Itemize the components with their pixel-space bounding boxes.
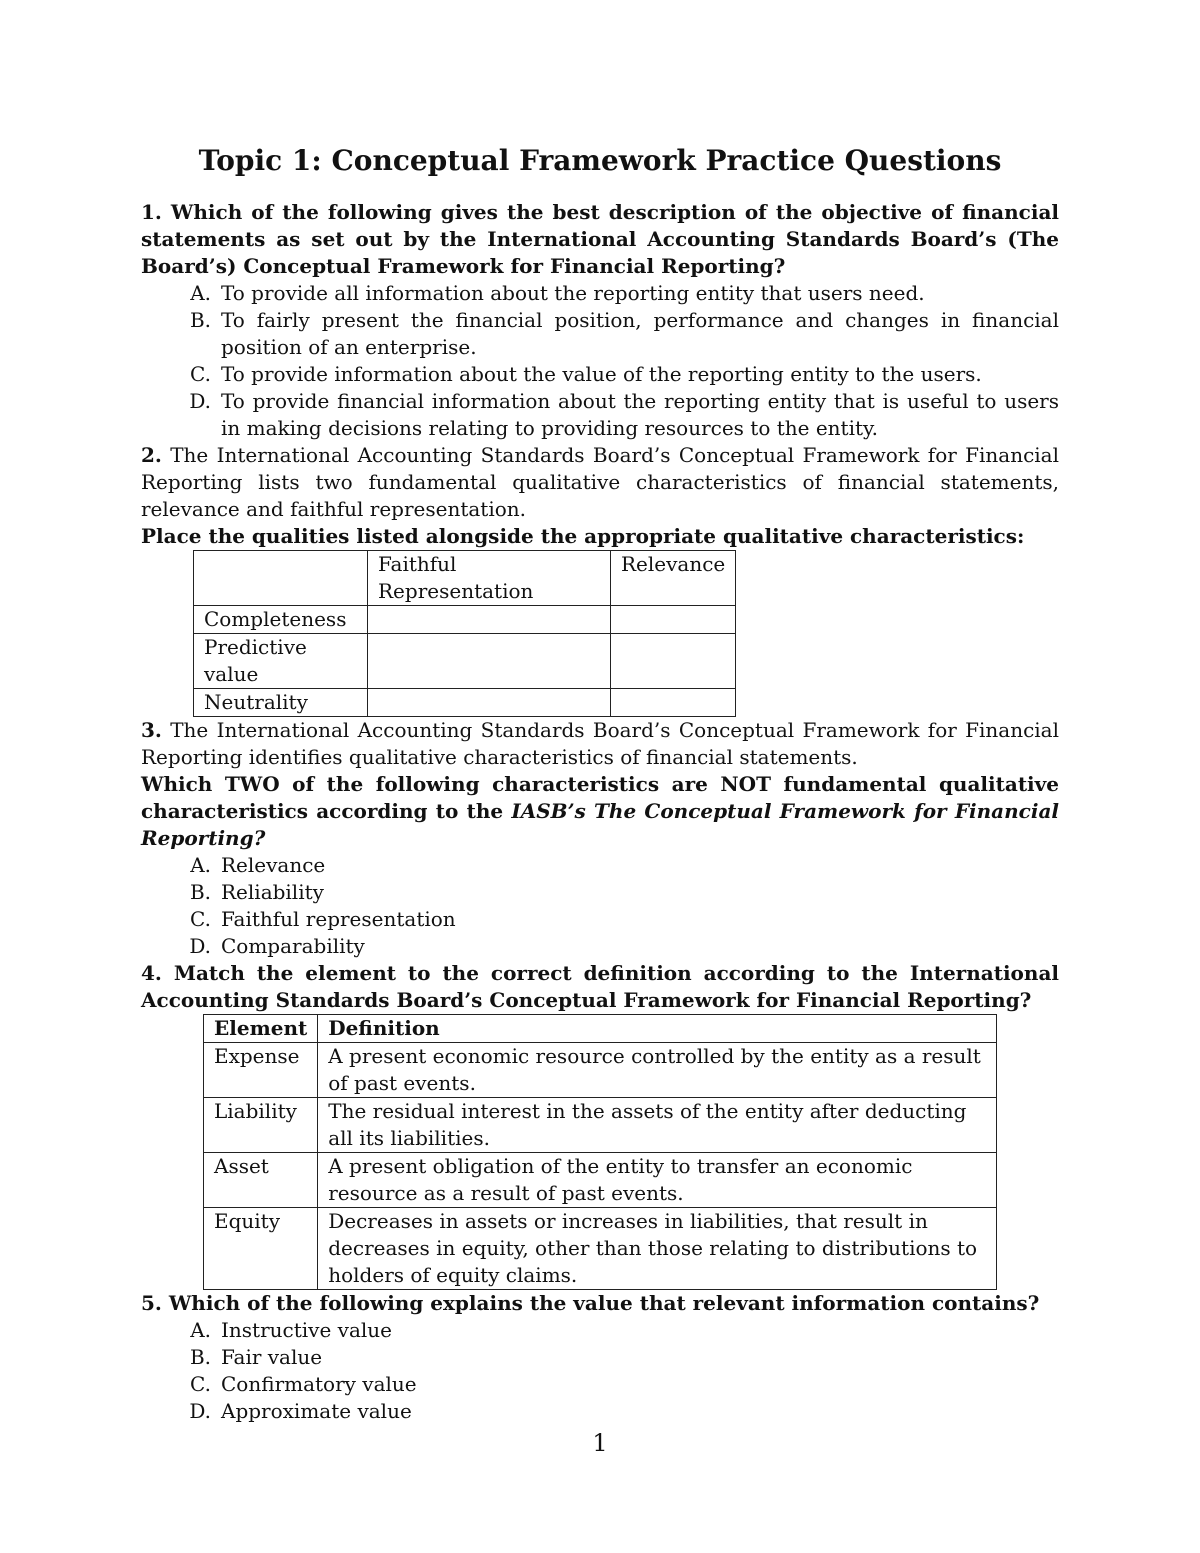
question-3-instruction: Which TWO of the following characteristics are NOT fundamental qualitative characteristics according to the IASB’s The Conceptual Framework for Financial Reporting? bbox=[141, 772, 1060, 850]
definition-cell: The residual interest in the assets of the entity after deducting all its liabilities. bbox=[318, 1098, 997, 1153]
qualities-header-relevance: Relevance bbox=[611, 551, 736, 606]
question-1-option-c: C. To provide information about the value of the reporting entity to the users. bbox=[190, 362, 982, 386]
element-cell: Expense bbox=[204, 1043, 318, 1098]
quality-label: Completeness bbox=[194, 606, 368, 634]
definition-cell: Decreases in assets or increases in liabilities, that result in decreases in equity, other than those relating to distributions to holders of equity claims. bbox=[318, 1208, 997, 1290]
qualities-table bbox=[193, 550, 736, 717]
question-1-option-a: A. To provide all information about the reporting entity that users need. bbox=[190, 281, 925, 305]
page-content bbox=[141, 139, 1059, 1425]
answer-cell bbox=[368, 634, 611, 689]
answer-cell bbox=[368, 606, 611, 634]
question-3-option-c: C. Faithful representation bbox=[190, 907, 456, 931]
question-5-option-c: C. Confirmatory value bbox=[190, 1372, 417, 1396]
table-row bbox=[194, 634, 736, 689]
question-5-option-d: D. Approximate value bbox=[189, 1399, 412, 1423]
question-2-instruction: Place the qualities listed alongside the appropriate qualitative characteristics: bbox=[141, 524, 1025, 548]
answer-cell bbox=[368, 689, 611, 717]
definition-cell: A present economic resource controlled by the entity as a result of past events. bbox=[318, 1043, 997, 1098]
answer-cell bbox=[611, 634, 736, 689]
elements-table-header bbox=[204, 1015, 997, 1043]
question-3-text: 3. The International Accounting Standards Board’s Conceptual Framework for Financial Reporting identifies qualitative characteristics of financial statements. bbox=[141, 718, 1059, 769]
element-cell: Equity bbox=[204, 1208, 318, 1290]
question-1-options bbox=[141, 280, 1059, 442]
page-number: 1 bbox=[592, 1429, 608, 1457]
question-5-options bbox=[141, 1317, 1059, 1425]
qualities-header-faithful: Faithful Representation bbox=[368, 551, 611, 606]
question-2-text: 2. The International Accounting Standards Board’s Conceptual Framework for Financial Reporting lists two fundamental qualitative characteristics of financial statements, relevance and faithful representation. bbox=[141, 443, 1059, 521]
table-row bbox=[204, 1208, 997, 1290]
page-title: Topic 1: Conceptual Framework Practice Questions bbox=[198, 144, 1002, 177]
table-row bbox=[194, 689, 736, 717]
table-row bbox=[194, 606, 736, 634]
answer-cell bbox=[611, 689, 736, 717]
question-3-option-b: B. Reliability bbox=[189, 880, 324, 904]
question-5-text: 5. Which of the following explains the value that relevant information contains? bbox=[141, 1291, 1040, 1315]
question-3-options bbox=[141, 852, 1059, 960]
element-cell: Asset bbox=[204, 1153, 318, 1208]
qualities-table-header bbox=[194, 551, 736, 606]
quality-label: Predictive value bbox=[194, 634, 368, 689]
question-5-option-a: A. Instructive value bbox=[190, 1318, 392, 1342]
question-3-number: 3. bbox=[141, 718, 162, 742]
table-row bbox=[204, 1098, 997, 1153]
table-row bbox=[204, 1153, 997, 1208]
qualities-header-blank bbox=[194, 551, 368, 606]
question-2-number: 2. bbox=[141, 443, 162, 467]
question-1-option-b: B. To fairly present the financial position, performance and changes in financial position of an enterprise. bbox=[189, 308, 1059, 359]
element-header: Element bbox=[204, 1015, 318, 1043]
definition-cell: A present obligation of the entity to transfer an economic resource as a result of past events. bbox=[318, 1153, 997, 1208]
table-row bbox=[204, 1043, 997, 1098]
elements-table bbox=[203, 1014, 997, 1290]
element-cell: Liability bbox=[204, 1098, 318, 1153]
answer-cell bbox=[611, 606, 736, 634]
question-4-text: 4. Match the element to the correct definition according to the International Accounting Standards Board’s Conceptual Framework for Financial Reporting? bbox=[141, 961, 1059, 1012]
definition-header: Definition bbox=[318, 1015, 997, 1043]
quality-label: Neutrality bbox=[194, 689, 368, 717]
question-1-option-d: D. To provide financial information about the reporting entity that is useful to users in making decisions relating to providing resources to the entity. bbox=[189, 389, 1059, 440]
question-5-option-b: B. Fair value bbox=[189, 1345, 323, 1369]
question-1-text: 1. Which of the following gives the best description of the objective of financial statements as set out by the International Accounting Standards Board’s (The Board’s) Conceptual Framework for Financial Reporting? bbox=[141, 200, 1059, 278]
question-3-option-d: D. Comparability bbox=[189, 934, 365, 958]
framework-title-italic: IASB’s The Conceptual Framework for Financial Reporting? bbox=[141, 799, 1060, 850]
question-3-option-a: A. Relevance bbox=[190, 853, 326, 877]
